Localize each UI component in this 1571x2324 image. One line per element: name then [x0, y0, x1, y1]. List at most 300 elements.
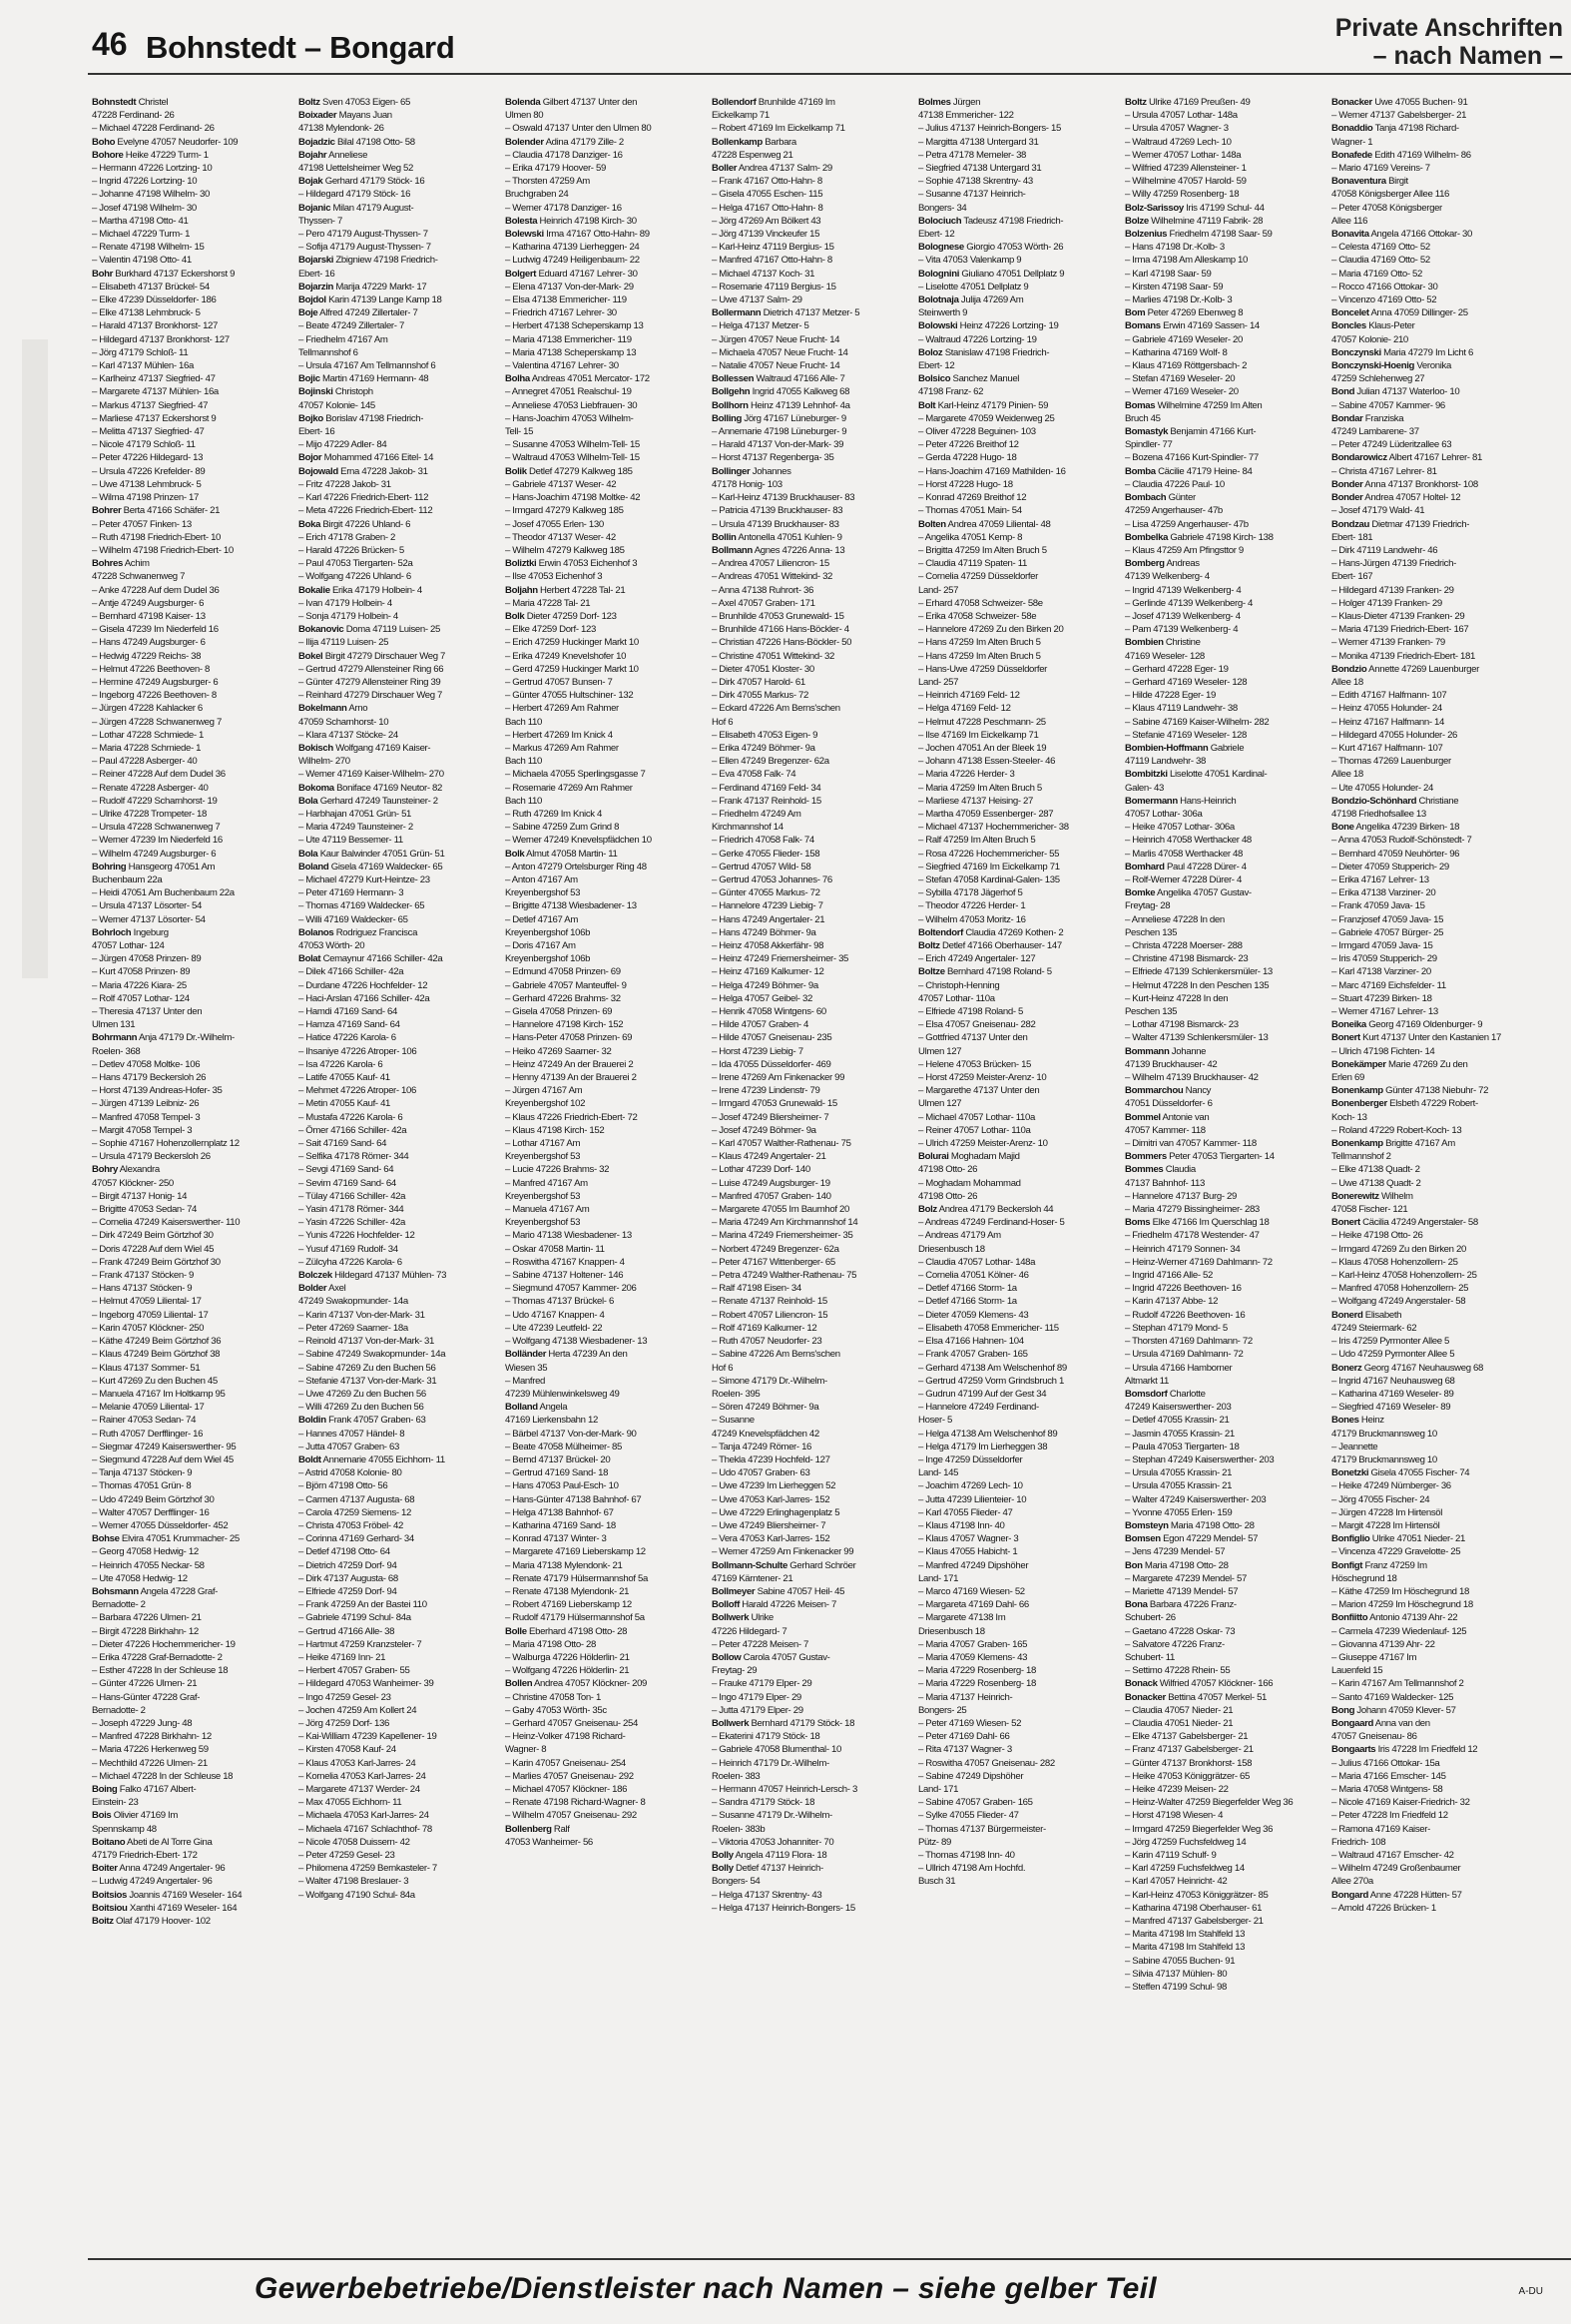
directory-entry: – Erhard 47058 Schweizer- 58e: [918, 597, 1043, 609]
directory-entry: – Maria 47166 Emscher- 145: [1331, 1770, 1446, 1782]
directory-entry: – Helga 47138 Am Welschenhof 89: [918, 1428, 1058, 1440]
directory-entry: – Gabriele 47137 Weser- 42: [505, 478, 617, 490]
directory-entry: – Brigitta 47259 Im Alten Bruch 5: [918, 544, 1047, 556]
directory-entry: Bommers Peter 47053 Tiergarten- 14: [1125, 1151, 1275, 1163]
directory-entry: – Irmgard 47059 Java- 15: [1331, 940, 1433, 951]
directory-entry: – Henny 47139 An der Brauerei 2: [505, 1072, 637, 1084]
directory-entry: Höschegrund 18: [1331, 1572, 1397, 1584]
directory-entry: – Manfred 47228 Birkhahn- 12: [92, 1731, 212, 1743]
directory-entry: – Thorsten 47259 Am: [505, 176, 590, 188]
directory-entry: – Monika 47139 Friedrich-Ebert- 181: [1331, 650, 1475, 662]
directory-entry: – Christine 47058 Ton- 1: [505, 1691, 601, 1703]
directory-entry: – Beate 47249 Zillertaler- 7: [298, 320, 404, 332]
directory-entry: Lauenfeld 15: [1331, 1665, 1383, 1677]
directory-entry: – Robert 47169 Im Eickelkamp 71: [712, 123, 845, 135]
directory-entry: Bolmes Jürgen: [918, 97, 981, 108]
directory-entry: – Jutta 47179 Elper- 29: [712, 1704, 803, 1716]
directory-entry: – Hans 47249 Angertaler- 21: [712, 913, 825, 925]
directory-entry: Koch- 13: [1331, 1111, 1367, 1123]
directory-entry: Erlen 69: [1331, 1072, 1364, 1084]
directory-entry: – Moghadam Mohammad: [918, 1177, 1021, 1189]
directory-entry: – Gisela 47058 Prinzen- 69: [505, 1006, 613, 1018]
directory-entry: 47058 Fischer- 121: [1331, 1204, 1408, 1216]
directory-entry: – Ursula 47057 Wagner- 3: [1125, 123, 1229, 135]
directory-entry: – Hatice 47226 Karola- 6: [298, 1032, 396, 1044]
directory-entry: – Sandra 47179 Stöck- 18: [712, 1797, 815, 1809]
directory-entry: – Robert 47057 Liliencron- 15: [712, 1309, 828, 1321]
directory-entry: Bolha Andreas 47051 Mercator- 172: [505, 373, 650, 385]
directory-entry: – Sabine 47055 Buchen- 91: [1125, 1955, 1236, 1967]
directory-entry: – Andreas 47051 Wittekind- 32: [712, 571, 833, 583]
directory-entry: Bombelka Gabriele 47198 Kirch- 138: [1125, 531, 1274, 543]
directory-entry: Boncles Klaus-Peter: [1331, 320, 1415, 332]
directory-entry: Bomba Cäcilie 47179 Heine- 84: [1125, 465, 1253, 477]
directory-entry: – Christa 47053 Fröbel- 42: [298, 1519, 404, 1531]
directory-entry: – Dieter 47059 Klemens- 43: [918, 1309, 1029, 1321]
directory-entry: Bokalie Erika 47179 Holbein- 4: [298, 584, 422, 596]
directory-entry: – Klaus 47249 Beim Görtzhof 38: [92, 1349, 221, 1361]
directory-entry: – Michael 47137 Hochemmericher- 38: [918, 822, 1069, 834]
directory-entry: – Michael 47228 Ferdinand- 26: [92, 123, 215, 135]
directory-entry: – Jörg 47179 Schloß- 11: [92, 346, 189, 358]
directory-entry: – Arnold 47226 Brücken- 1: [1331, 1902, 1436, 1914]
directory-entry: Bondar Franziska: [1331, 412, 1404, 424]
directory-entry: Bongers- 34: [918, 202, 967, 214]
directory-entry: – Ursula 47179 Beckersloh 26: [92, 1151, 211, 1163]
directory-entry: Bonczynski Maria 47279 Im Licht 6: [1331, 346, 1474, 358]
directory-entry: Bohore Heike 47229 Turm- 1: [92, 149, 209, 161]
header-rule: [88, 73, 1571, 75]
directory-entry: – Irmgard 47279 Kalkweg 185: [505, 505, 624, 517]
directory-entry: – Herbert 47269 Im Knick 4: [505, 729, 613, 741]
directory-entry: – Settimo 47228 Rhein- 55: [1125, 1665, 1231, 1677]
directory-entry: – Elsa 47057 Gneisenau- 282: [918, 1019, 1036, 1031]
directory-entry: – Cornelia 47259 Düsseldorfer: [918, 571, 1038, 583]
directory-entry: – Maria 47229 Rosenberg- 18: [918, 1678, 1037, 1690]
directory-entry: – Hamdi 47169 Sand- 64: [298, 1006, 397, 1018]
directory-entry: Bolz-Sarissoy Iris 47199 Schul- 44: [1125, 202, 1265, 214]
directory-entry: Bojic Martin 47169 Hermann- 48: [298, 373, 429, 385]
directory-entry: – Joseph 47229 Jung- 48: [92, 1717, 193, 1729]
directory-entry: Tell- 15: [505, 426, 534, 438]
directory-entry: – Klaus 47057 Wagner- 3: [918, 1533, 1019, 1545]
directory-entry: – Eva 47058 Falk- 74: [712, 769, 796, 781]
directory-entry: – Claudia 47178 Danziger- 16: [505, 149, 623, 161]
directory-entry: – Vincenzo 47169 Otto- 52: [1331, 294, 1437, 306]
directory-entry: – Markus 47269 Am Rahmer: [505, 742, 619, 754]
directory-entry: Friedrich- 108: [1331, 1836, 1386, 1848]
directory-entry: – Ulrich 47259 Meister-Arenz- 10: [918, 1138, 1048, 1150]
directory-entry: 47057 Kolonie- 210: [1331, 333, 1408, 345]
directory-entry: – Ursula 47169 Dahlmann- 72: [1125, 1349, 1244, 1361]
directory-entry: – Ilse 47053 Eichenhof 3: [505, 571, 603, 583]
directory-entry: – Frank 47059 Java- 15: [1331, 900, 1425, 912]
directory-entry: – Josef 47198 Wilhelm- 30: [92, 202, 197, 214]
directory-entry: – Corinna 47169 Gerhard- 34: [298, 1533, 414, 1545]
directory-entry: Bojahr Anneliese: [298, 149, 368, 161]
directory-entry: – Georg 47058 Hedwig- 12: [92, 1546, 199, 1558]
watermark-stamp: [18, 339, 52, 978]
directory-entry: – Marita 47198 Im Stahlfeld 13: [1125, 1942, 1246, 1954]
directory-entry: Bernadotte- 2: [92, 1704, 146, 1716]
directory-entry: – Christoph-Henning: [918, 979, 1000, 991]
directory-entry: Boltz Sven 47053 Eigen- 65: [298, 97, 410, 108]
directory-entry: – Peter 47169 Dahl- 66: [918, 1731, 1010, 1743]
directory-entry: – Helga 47179 Im Lierheggen 38: [918, 1441, 1048, 1452]
directory-entry: – Käthe 47259 Im Höschegrund 18: [1331, 1585, 1469, 1597]
directory-entry: Ebert- 12: [918, 360, 955, 372]
directory-entry: – Peter 47228 Im Friedfeld 12: [1331, 1810, 1448, 1822]
directory-entry: – Sabine 47249 Swakopmunder- 14a: [298, 1349, 446, 1361]
directory-entry: – Brunhilde 47053 Grunewald- 15: [712, 610, 844, 622]
directory-entry: 47198 Uettelsheimer Weg 52: [298, 163, 413, 175]
directory-entry: Bondzio Annette 47269 Lauenburger: [1331, 663, 1479, 675]
directory-entry: – Elke 47138 Lehmbruck- 5: [92, 307, 201, 319]
directory-entry: Bonfiglio Ulrike 47051 Nieder- 21: [1331, 1533, 1466, 1545]
directory-entry: Wagner- 1: [1331, 136, 1373, 148]
directory-entry: 47169 Lierkensbahn 12: [505, 1415, 598, 1427]
directory-entry: – Frank 47249 Beim Görtzhof 30: [92, 1256, 221, 1268]
directory-entry: – Iris 47259 Pyrmonter Allee 5: [1331, 1336, 1450, 1348]
directory-entry: – Stuart 47239 Birken- 18: [1331, 992, 1432, 1004]
directory-entry: Bonack Wilfried 47057 Klöckner- 166: [1125, 1678, 1274, 1690]
directory-entry: Bojak Gerhard 47179 Stöck- 16: [298, 176, 425, 188]
directory-entry: – Maria 47169 Otto- 52: [1331, 268, 1422, 280]
directory-entry: 47057 Klöckner- 250: [92, 1177, 174, 1189]
directory-entry: – Rita 47137 Wagner- 3: [918, 1744, 1012, 1756]
directory-entry: – Maria 47228 Schmiede- 1: [92, 742, 202, 754]
directory-entry: – Thomas 47169 Waldecker- 65: [298, 900, 425, 912]
directory-entry: – Elisabeth 47058 Emmericher- 115: [918, 1322, 1059, 1334]
directory-entry: – Peter 47057 Finken- 13: [92, 518, 192, 530]
directory-entry: – Karl 47055 Flieder- 47: [918, 1506, 1013, 1518]
directory-entry: Boing Falko 47167 Albert-: [92, 1784, 197, 1795]
directory-entry: Bolk Dieter 47259 Dorf- 123: [505, 610, 617, 622]
directory-entry: – Gertrud 47279 Allensteiner Ring 66: [298, 663, 444, 675]
directory-entry: – Giuseppe 47167 Im: [1331, 1651, 1417, 1663]
directory-entry: Bone Angelika 47239 Birken- 18: [1331, 822, 1460, 834]
directory-entry: – Jasmin 47055 Krassin- 21: [1125, 1428, 1235, 1440]
directory-entry: – Werner 47259 Am Finkenacker 99: [712, 1546, 854, 1558]
directory-entry: – Horst 47198 Wiesen- 4: [1125, 1810, 1224, 1822]
directory-entry: – Martha 47198 Otto- 41: [92, 215, 189, 227]
directory-entry: – Christine 47198 Bismarck- 23: [1125, 953, 1249, 965]
directory-entry: – Maria 47226 Kiara- 25: [92, 979, 187, 991]
directory-entry: – Norbert 47249 Bregenzer- 62a: [712, 1243, 839, 1255]
directory-entry: – Rolf-Werner 47228 Dürer- 4: [1125, 873, 1242, 885]
directory-entry: – Margarete 47138 Im: [918, 1612, 1006, 1624]
directory-entry: – Christa 47167 Lehrer- 81: [1331, 465, 1437, 477]
directory-entry: Driesenbusch 18: [918, 1625, 985, 1637]
directory-entry: – Irmgard 47259 Biegerfelder Weg 36: [1125, 1823, 1274, 1835]
directory-entry: – Gertrud 47057 Bunsen- 7: [505, 676, 613, 688]
directory-entry: – Michaela 47167 Schlachthof- 78: [298, 1823, 432, 1835]
directory-entry: – Walter 47198 Breslauer- 3: [298, 1876, 409, 1888]
directory-entry: – Julius 47166 Ottokar- 15a: [1331, 1757, 1440, 1769]
directory-entry: – Heinz-Werner 47169 Dahlmann- 72: [1125, 1256, 1273, 1268]
directory-entry: – Oliver 47228 Beguinen- 103: [918, 426, 1036, 438]
directory-entry: – Manfred 47058 Tempel- 3: [92, 1111, 201, 1123]
directory-entry: – Steffen 47199 Schul- 98: [1125, 1982, 1228, 1994]
directory-entry: Land- 145: [918, 1467, 959, 1479]
directory-entry: – Wolfgang 47249 Angerstaler- 58: [1331, 1296, 1466, 1308]
directory-entry: – Hans-Uwe 47259 Düsseldorfer: [918, 663, 1048, 675]
directory-entry: – Detlef 47055 Krassin- 21: [1125, 1415, 1230, 1427]
directory-entry: – Dietrich 47259 Dorf- 94: [298, 1559, 397, 1571]
directory-entry: – Thomas 47051 Main- 54: [918, 505, 1022, 517]
directory-entry: – Zülcyha 47226 Karola- 6: [298, 1256, 402, 1268]
directory-entry: Bolanos Rodriguez Francisca: [298, 926, 418, 938]
directory-entry: – Gerd 47259 Huckinger Markt 10: [505, 663, 639, 675]
directory-entry: – Elke 47137 Gabelsberger- 21: [1125, 1731, 1249, 1743]
directory-entry: Bomke Angelika 47057 Gustav-: [1125, 887, 1252, 899]
directory-entry: Bomhard Paul 47228 Dürer- 4: [1125, 861, 1247, 872]
directory-entry: – Hannelore 47239 Liebig- 7: [712, 900, 823, 912]
directory-entry: – Siegmar 47249 Kaiserswerther- 95: [92, 1441, 237, 1452]
directory-entry: – Ingrid 47139 Welkenberg- 4: [1125, 584, 1242, 596]
directory-entry: – Rosemarie 47269 Am Rahmer: [505, 782, 633, 794]
directory-entry: – Wilhelm 47139 Bruckhauser- 42: [1125, 1072, 1259, 1084]
directory-entry: – Selfika 47178 Römer- 344: [298, 1151, 409, 1163]
directory-entry: – Eckard 47226 Am Berns'schen: [712, 703, 840, 715]
directory-entry: – Paul 47053 Tiergarten- 52a: [298, 558, 413, 570]
directory-entry: – Yasin 47178 Römer- 344: [298, 1204, 404, 1216]
directory-entry: Busch 31: [918, 1876, 956, 1888]
directory-entry: – Werner 47169 Weseler- 20: [1125, 386, 1239, 398]
directory-entry: Bollgehn Ingrid 47055 Kalkweg 68: [712, 386, 850, 398]
directory-entry: – Klaus 47198 Kirch- 152: [505, 1124, 605, 1136]
directory-entry: Bonekämper Marie 47269 Zu den: [1331, 1058, 1468, 1070]
directory-entry: – Renate 47198 Wilhelm- 15: [92, 242, 205, 254]
directory-entry: Bolender Adina 47179 Zille- 2: [505, 136, 624, 148]
directory-entry: – Ekaterini 47179 Stöck- 18: [712, 1731, 820, 1743]
directory-entry: – Erika 47249 Böhmer- 9a: [712, 742, 815, 754]
directory-entry: – Walter 47139 Schlenkersmüler- 13: [1125, 1032, 1269, 1044]
directory-entry: – Waltraud 47053 Wilhelm-Tell- 15: [505, 452, 640, 464]
directory-entry: – Uwe 47249 Bliersheimer- 7: [712, 1519, 826, 1531]
directory-entry: – Claudia 47119 Spaten- 11: [918, 558, 1027, 570]
directory-entry: – Michael 47279 Kurt-Heintze- 23: [298, 873, 430, 885]
directory-entry: Boho Evelyne 47057 Neudorfer- 109: [92, 136, 239, 148]
directory-entry: – Carola 47259 Siemens- 12: [298, 1506, 412, 1518]
directory-entry: – Dieter 47051 Kloster- 30: [712, 663, 814, 675]
directory-entry: Ebert- 16: [298, 268, 335, 280]
directory-entry: Boms Elke 47166 Im Querschlag 18: [1125, 1217, 1270, 1229]
directory-entry: – Heinrich 47058 Werthacker 48: [1125, 835, 1252, 847]
directory-entry: Bomermann Hans-Heinrich: [1125, 795, 1237, 807]
directory-entry: – Gaby 47053 Wörth- 35c: [505, 1704, 607, 1716]
directory-entry: 47198 Otto- 26: [918, 1164, 978, 1176]
directory-entry: Bohsmann Angela 47228 Graf-: [92, 1585, 219, 1597]
directory-entry: – Vincenza 47229 Gravelotte- 25: [1331, 1546, 1461, 1558]
directory-entry: – Gabriele 47169 Weseler- 20: [1125, 333, 1244, 345]
directory-entry: – Thorsten 47169 Dahlmann- 72: [1125, 1336, 1253, 1348]
directory-entry: – Marc 47169 Eichsfelder- 11: [1331, 979, 1446, 991]
directory-entry: – Dimitri van 47057 Kammer- 118: [1125, 1138, 1257, 1150]
directory-entry: – Herbert 47138 Scheperskamp 13: [505, 320, 644, 332]
directory-entry: – Harbhajan 47051 Grün- 51: [298, 808, 412, 820]
directory-entry: – Patricia 47139 Bruckhauser- 83: [712, 505, 843, 517]
directory-entry: – Ilse 47169 Im Eickelkamp 71: [918, 729, 1039, 741]
directory-entry: – Manfred 47167 Otto-Hahn- 8: [712, 255, 832, 267]
directory-entry: – Stefanie 47169 Weseler- 128: [1125, 729, 1247, 741]
directory-entry: – Josef 47249 Bliersheimer- 7: [712, 1111, 829, 1123]
directory-entry: – Marlies 47057 Gneisenau- 292: [505, 1770, 634, 1782]
directory-entry: – Maria 47228 Tal- 21: [505, 597, 591, 609]
directory-entry: – Dieter 47059 Stupperich- 29: [1331, 861, 1449, 872]
directory-entry: – Sevim 47169 Sand- 64: [298, 1177, 396, 1189]
directory-entry: Bomberg Andreas: [1125, 558, 1200, 570]
directory-entry: – Oskar 47058 Martin- 11: [505, 1243, 605, 1255]
directory-entry: Tellmannshof 6: [298, 346, 358, 358]
directory-entry: – Jochen 47051 An der Bleek 19: [918, 742, 1047, 754]
directory-entry: – Heike 47239 Meisen- 22: [1125, 1784, 1229, 1795]
directory-entry: – Claudia 47057 Lothar- 148a: [918, 1256, 1036, 1268]
directory-entry: Bojarski Zbigniew 47198 Friedrich-: [298, 255, 438, 267]
directory-entry: – Esther 47228 In der Schleuse 18: [92, 1665, 229, 1677]
directory-entry: – Ingeborg 47059 Liliental- 17: [92, 1309, 209, 1321]
directory-entry: Bola Kaur Balwinder 47051 Grün- 51: [298, 848, 445, 860]
directory-entry: Bohse Elvira 47051 Krummacher- 25: [92, 1533, 240, 1545]
directory-entry: – Kurt 47058 Prinzen- 89: [92, 966, 191, 978]
directory-entry: – Wilma 47198 Prinzen- 17: [92, 492, 199, 504]
directory-entry: Bollendorf Brunhilde 47169 Im: [712, 97, 835, 108]
directory-entry: – Margitta 47138 Untergard 31: [918, 136, 1039, 148]
directory-entry: Bomsdorf Charlotte: [1125, 1388, 1206, 1400]
directory-entry: – Gudrun 47199 Auf der Gest 34: [918, 1388, 1047, 1400]
directory-entry: – Erika 47138 Varziner- 20: [1331, 887, 1436, 899]
directory-entry: Schubert- 11: [1125, 1651, 1176, 1663]
directory-entry: – Irmgard 47269 Zu den Birken 20: [1331, 1243, 1466, 1255]
directory-entry: – Karl-Heinz 47053 Königgrätzer- 85: [1125, 1889, 1269, 1901]
directory-entry: Boltz Detlef 47166 Oberhauser- 147: [918, 940, 1062, 951]
directory-entry: – Maria 47249 Am Kirchmannshof 14: [712, 1217, 858, 1229]
directory-entry: – Lucie 47226 Brahms- 32: [505, 1164, 610, 1176]
directory-entry: Schubert- 26: [1125, 1612, 1176, 1624]
directory-entry: Wiesen 35: [505, 1362, 548, 1374]
directory-entry: – Karin 47167 Am Tellmannshof 2: [1331, 1678, 1464, 1690]
directory-entry: – Erika 47228 Graf-Bernadotte- 2: [92, 1651, 223, 1663]
directory-entry: Bach 110: [505, 795, 543, 807]
directory-entry: Bonacker Uwe 47055 Buchen- 91: [1331, 97, 1468, 108]
directory-entry: Bond Julian 47137 Waterloo- 10: [1331, 386, 1460, 398]
directory-entry: Ulmen 131: [92, 1019, 136, 1031]
directory-entry: – Isa 47226 Karola- 6: [298, 1058, 383, 1070]
directory-entry: – Ursula 47137 Lösorter- 54: [92, 900, 203, 912]
directory-entry: – Melanie 47059 Liliental- 17: [92, 1402, 205, 1414]
directory-entry: – Gabriele 47057 Bürger- 25: [1331, 926, 1444, 938]
directory-entry: – Karl 47137 Mühlen- 16a: [92, 360, 195, 372]
directory-entry: – Gisela 47239 Im Niederfeld 16: [92, 624, 219, 636]
directory-entry: – Ingrid 47226 Lortzing- 10: [92, 176, 198, 188]
directory-entry: – Heinz 47055 Holunder- 24: [1331, 703, 1442, 715]
directory-entry: – Maria 47229 Rosenberg- 18: [918, 1665, 1037, 1677]
directory-entry: – Elke 47259 Dorf- 123: [505, 624, 596, 636]
directory-entry: – Peter 47058 Königsberger: [1331, 202, 1442, 214]
directory-entry: – Hildegard 47137 Bronkhorst- 127: [92, 333, 230, 345]
directory-entry: Bruch 45: [1125, 412, 1161, 424]
directory-entry: – Ivan 47179 Holbein- 4: [298, 597, 392, 609]
directory-entry: – Siegmund 47228 Auf dem Wiel 45: [92, 1453, 234, 1465]
directory-entry: – Margareta 47169 Dahl- 66: [918, 1599, 1029, 1611]
directory-entry: Boltz Ulrike 47169 Preußen- 49: [1125, 97, 1251, 108]
directory-entry: – Ralf 47198 Eisen- 34: [712, 1283, 801, 1295]
footer-code: A-DU: [1518, 2286, 1543, 2297]
directory-entry: – Heinz 47249 An der Brauerei 2: [505, 1058, 634, 1070]
directory-entry: – Lothar 47228 Schmiede- 1: [92, 729, 204, 741]
directory-entry: – Kurt 47269 Zu den Buchen 45: [92, 1375, 218, 1387]
directory-entry: 47228 Ferdinand- 26: [92, 110, 175, 122]
directory-entry: – Helmut 47228 In den Peschen 135: [1125, 979, 1270, 991]
directory-entry: – Günter 47055 Hultschiner- 132: [505, 690, 634, 702]
directory-entry: Spindler- 77: [1125, 439, 1173, 451]
directory-entry: 47249 Steiermark- 62: [1331, 1322, 1417, 1334]
directory-entry: 47249 Kaiserswerther- 203: [1125, 1402, 1232, 1414]
directory-entry: – Renate 47198 Richard-Wagner- 8: [505, 1797, 646, 1809]
directory-entry: – Manfred 47167 Am: [505, 1177, 588, 1189]
directory-entry: Ebert- 167: [1331, 571, 1373, 583]
directory-entry: – Hildegard 47139 Franken- 29: [1331, 584, 1454, 596]
directory-entry: Bonavita Angela 47166 Ottokar- 30: [1331, 229, 1472, 241]
directory-entry: Hof 6: [712, 716, 734, 728]
directory-entry: Roelen- 383b: [712, 1823, 766, 1835]
directory-entry: Ulmen 80: [505, 110, 544, 122]
directory-entry: – Susanne 47179 Dr.-Wilhelm-: [712, 1810, 832, 1822]
directory-entry: – Ingo 47259 Gesel- 23: [298, 1691, 391, 1703]
directory-entry: Galen- 43: [1125, 782, 1164, 794]
directory-entry: – Gabriele 47057 Manteuffel- 9: [505, 979, 627, 991]
directory-entry: Bomsteyn Maria 47198 Otto- 28: [1125, 1519, 1255, 1531]
directory-entry: – Helmut 47226 Beethoven- 8: [92, 663, 211, 675]
directory-entry: – Friedrich 47058 Falk- 74: [712, 835, 814, 847]
directory-entry: – Frank 47137 Reinhold- 15: [712, 795, 821, 807]
directory-entry: 47239 Mühlenwinkelsweg 49: [505, 1388, 620, 1400]
directory-entry: – Rolf 47169 Kalkumer- 12: [712, 1322, 817, 1334]
directory-entry: – Ursula 47228 Schwanenweg 7: [92, 822, 221, 834]
directory-entry: 47051 Düsseldorfer- 6: [1125, 1098, 1213, 1110]
directory-entry: – Manfred 47058 Hohenzollern- 25: [1331, 1283, 1469, 1295]
directory-entry: Bolt Karl-Heinz 47179 Pinien- 59: [918, 399, 1049, 411]
directory-entry: – Ingrid 47226 Beethoven- 16: [1125, 1283, 1242, 1295]
directory-entry: – Karl-Heinz 47119 Bergius- 15: [712, 242, 834, 254]
directory-entry: – Wilhelm 47249 Augsburger- 6: [92, 848, 217, 860]
directory-entry: Hof 6: [712, 1362, 734, 1374]
directory-entry: – Anke 47228 Auf dem Dudel 36: [92, 584, 220, 596]
directory-entry: – Franzjosef 47059 Java- 15: [1331, 913, 1444, 925]
directory-entry: 47179 Friedrich-Ebert- 172: [92, 1850, 198, 1862]
directory-entry: – Hamza 47169 Sand- 64: [298, 1019, 400, 1031]
directory-entry: Bolly Angela 47119 Flora- 18: [712, 1850, 827, 1862]
directory-entry: – Rudolf 47179 Hülsermannshof 5a: [505, 1612, 645, 1624]
directory-entry: – Harald 47137 Bronkhorst- 127: [92, 320, 219, 332]
directory-entry: Bombien-Hoffmann Gabriele: [1125, 742, 1245, 754]
directory-entry: – Elfriede 47139 Schlenkersmüler- 13: [1125, 966, 1273, 978]
directory-entry: – Björn 47198 Otto- 56: [298, 1480, 388, 1492]
directory-entry: 47178 Honig- 103: [712, 478, 783, 490]
directory-entry: – Uwe 47239 Im Lierheggen 52: [712, 1480, 836, 1492]
directory-entry: Bollen Andrea 47057 Klöckner- 209: [505, 1678, 648, 1690]
directory-entry: – Marion 47259 Im Höschegrund 18: [1331, 1599, 1473, 1611]
directory-entry: – Michaela 47055 Sperlingsgasse 7: [505, 769, 646, 781]
directory-entry: – Ute 47058 Hedwig- 12: [92, 1572, 188, 1584]
directory-entry: – Willi 47169 Waldecker- 65: [298, 913, 408, 925]
directory-entry: – Margarete 47059 Weidenweg 25: [918, 412, 1055, 424]
directory-entry: – Jochen 47259 Am Kollert 24: [298, 1704, 417, 1716]
directory-entry: – Helga 47137 Heinrich-Bongers- 15: [712, 1902, 855, 1914]
directory-entry: Boldt Annemarie 47055 Eichhorn- 11: [298, 1453, 445, 1465]
directory-entry: – Helga 47167 Otto-Hahn- 8: [712, 202, 823, 214]
directory-entry: – Uwe 47138 Lehmbruck- 5: [92, 478, 202, 490]
